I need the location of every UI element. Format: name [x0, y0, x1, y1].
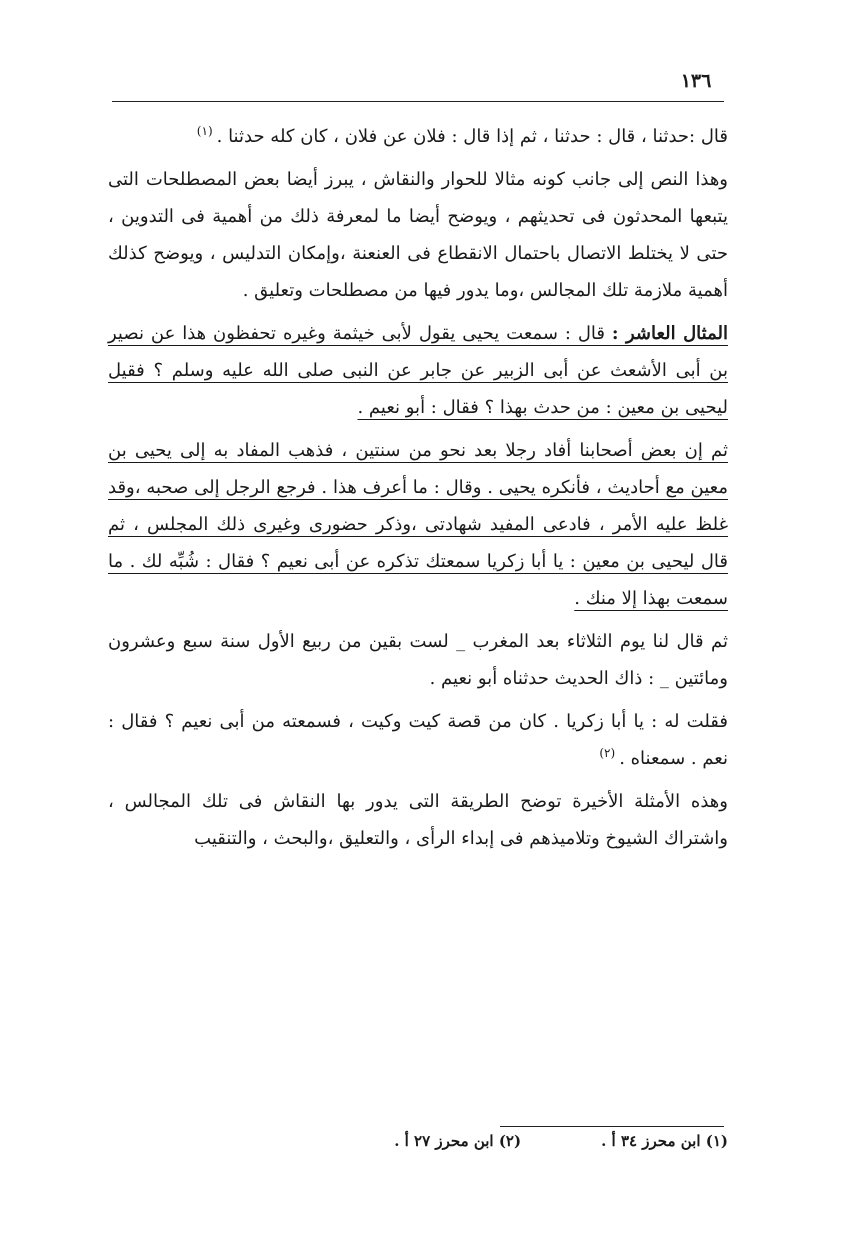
main-text	[108, 118, 728, 857]
paragraph-5: ثم قال لنا يوم الثلاثاء بعد المغرب _ لست بقين من ربيع الأول سنة سبع وعشرون ومائتين _ : ذاك الحديث حدثناه أبو نعيم .	[108, 631, 728, 689]
paragraph-3	[108, 315, 728, 426]
footnote-marker-2: (٢)	[599, 746, 616, 760]
paragraph-1-text: قال :حدثنا ، قال : حدثنا ، ثم إذا قال : فلان عن فلان ، كان كله حدثنا .	[216, 126, 728, 147]
footnote-marker-1: (١)	[196, 124, 213, 138]
paragraph-6	[108, 703, 728, 777]
paragraph-3-text: قال : سمعت يحيى يقول لأبى خيثمة وغيره تحفظون هذا عن نصير بن أبى الأشعث عن أبى الزبير عن جابر عن النبى صلى الله عليه وسلم ؟ فقيل ليحيى بن معين : من حدث بهذا ؟ فقال : أبو نعيم .	[108, 323, 728, 418]
paragraph-4: ثم إن بعض أصحابنا أفاد رجلا بعد نحو من سنتين ، فذهب المفاد به إلى يحيى بن معين مع أحاديث ، فأنكره يحيى . وقال : ما أعرف هذا . فرجع الرجل إلى صحبه ،وقد غلظ عليه الأمر ، فادعى المفيد شهادتى ،وذكر حضورى وغيرى ذلك المجلس ، ثم قال ليحيى بن معين : يا أبا زكريا سمعتك تذكره عن أبى نعيم ؟ فقال : شُبِّه لك . ما سمعت بهذا إلا منك .	[108, 440, 728, 609]
footnote-rule	[500, 1126, 724, 1127]
paragraph-2: وهذا النص إلى جانب كونه مثالا للحوار والنقاش ، يبرز أيضا بعض المصطلحات التى يتبعها المحدثون فى تحديثهم ، ويوضح أيضا ما لمعرفة ذلك من أهمية فى التدوين ، حتى لا يختلط الاتصال باحتمال الانقطاع فى العنعنة ،وإمكان التدليس ، ويوضح كذلك أهمية ملازمة تلك المجالس ،وما يدور فيها من مصطلحات وتعليق .	[108, 169, 728, 301]
paragraph-1	[108, 118, 728, 155]
footnotes	[108, 1132, 728, 1150]
footnote-2: (٢) ابن محرز ٢٧ أ .	[394, 1132, 522, 1150]
paragraph-6-text: فقلت له : يا أبا زكريا . كان من قصة كيت وكيت ، فسمعته من أبى نعيم ؟ فقال : نعم . سمعناه .	[108, 711, 728, 769]
page-number: ١٣٦	[680, 70, 712, 92]
footnote-1: (١) ابن محرز ٣٤ أ .	[601, 1132, 728, 1150]
example-label: المثال العاشر :	[611, 323, 728, 344]
header-rule	[112, 101, 724, 102]
paragraph-7: وهذه الأمثلة الأخيرة توضح الطريقة التى يدور بها النقاش فى تلك المجالس ، واشتراك الشيوخ وتلاميذهم فى إبداء الرأى ، والتعليق ،والبحث ، والتنقيب	[108, 791, 728, 849]
